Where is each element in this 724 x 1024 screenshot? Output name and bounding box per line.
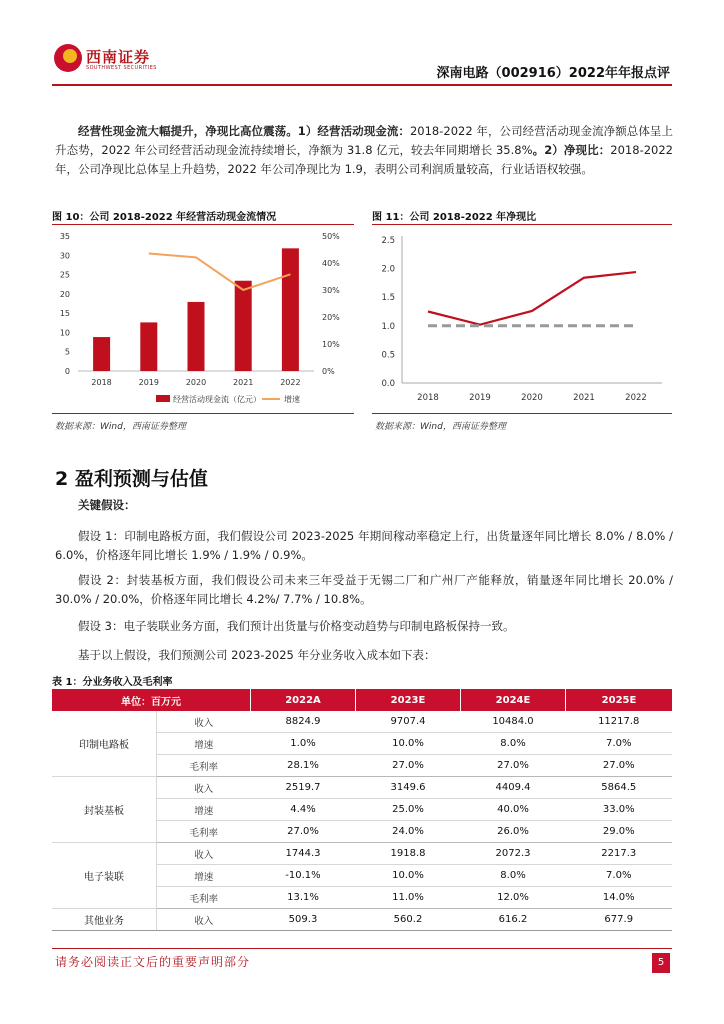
metric-label: 收入 [157,777,251,799]
table-cell: 4409.4 [461,777,566,799]
metric-label: 收入 [157,711,251,733]
table-cell: 40.0% [461,799,566,821]
table-cell: 27.0% [356,755,461,777]
table-cell: 13.1% [251,887,356,909]
y-tick-label: 0.0 [381,379,395,389]
table-cell: 616.2 [461,909,566,931]
page-number: 5 [652,953,670,973]
x-tick-label: 2020 [521,393,543,403]
table-cell: 5864.5 [566,777,673,799]
table-header-row [52,689,672,711]
table-cell: 1918.8 [356,843,461,865]
table-cell: 10.0% [356,733,461,755]
table-cell: 10484.0 [461,711,566,733]
metric-label: 毛利率 [157,887,251,909]
footer-divider [52,948,672,949]
table-cell: 9707.4 [356,711,461,733]
fig11-source: 数据来源：Wind，西南证券整理 [375,422,506,432]
table-cell: 1.0% [251,733,356,755]
fig10-chart [52,226,354,412]
table-cell: 560.2 [356,909,461,931]
fig11-title: 图 11：公司 2018-2022 年净现比 [372,212,537,223]
y-left-tick-label: 20 [59,289,70,299]
table-cell: -10.1% [251,865,356,887]
metric-label: 毛利率 [157,821,251,843]
table-title: 表 1：分业务收入及毛利率 [52,677,173,688]
y-left-tick-label: 10 [59,328,70,338]
table-cell: 28.1% [251,755,356,777]
table-cell: 7.0% [566,865,673,887]
x-tick-label: 2018 [417,393,439,403]
table-cell: 26.0% [461,821,566,843]
assumption-summary: 基于以上假设，我们预测公司 2023-2025 年分业务收入成本如下表： [78,648,436,662]
y-right-tick-label: 10% [322,340,340,349]
y-tick-label: 2.5 [381,236,395,246]
footer-disclaimer: 请务必阅读正文后的重要声明部分 [55,955,251,969]
x-tick-label: 2021 [233,378,254,387]
table-row [52,711,672,733]
y-left-tick-label: 35 [59,232,70,241]
table-cell: 27.0% [566,755,673,777]
x-tick-label: 2022 [625,393,647,403]
x-tick-label: 2019 [469,393,491,403]
table-cell: 8.0% [461,733,566,755]
bar [235,281,252,371]
fig10-source: 数据来源：Wind，西南证券整理 [55,422,186,432]
assumption-1: 假设 1：印制电路板方面，我们假设公司 2023-2025 年期间稼动率稳定上行，出货量逐年同比增长 8.0% / 8.0% / 6.0%，价格逐年同比增长 1.9% / 1.9% / 0.9%。 [55,529,673,562]
segment-label: 封装基板 [52,777,157,843]
growth-line [149,254,291,290]
report-title: 深南电路（002916）2022年年报点评 [436,66,670,81]
segment-label: 其他业务 [52,909,157,931]
table-row [52,843,672,865]
bar [93,337,110,371]
net-cash-ratio-line [428,272,636,325]
header-2025e: 2025E [566,689,673,711]
table-cell: 27.0% [251,821,356,843]
fig10-bottom-rule [52,413,354,414]
part1-label: 1）经营活动现金流： [297,124,410,138]
table-cell: 2519.7 [251,777,356,799]
table-row [52,909,672,931]
legend-label-growth: 增速 [284,395,300,404]
cashflow-paragraph [55,122,673,179]
y-left-tick-label: 30 [59,251,70,261]
y-left-tick-label: 25 [59,270,70,280]
y-tick-label: 2.0 [381,264,395,275]
header-unit: 单位：百万元 [52,689,251,711]
table-cell: 25.0% [356,799,461,821]
section-title: 2 盈利预测与估值 [55,468,208,490]
table-cell: 1744.3 [251,843,356,865]
x-tick-label: 2018 [91,378,112,387]
y-right-tick-label: 30% [322,286,340,295]
y-right-tick-label: 50% [322,232,340,241]
part2-label: 。2）净现比： [532,143,611,157]
fig10-top-rule [52,224,354,225]
table-cell: 24.0% [356,821,461,843]
table-cell: 2217.3 [566,843,673,865]
table-cell: 33.0% [566,799,673,821]
bar [140,322,157,371]
table-cell: 3149.6 [356,777,461,799]
table-cell: 2072.3 [461,843,566,865]
segment-label: 电子装联 [52,843,157,909]
metric-label: 毛利率 [157,755,251,777]
header-2023e: 2023E [356,689,461,711]
header-divider [52,84,672,86]
x-tick-label: 2022 [280,378,301,387]
y-left-tick-label: 15 [59,309,70,319]
forecast-table [52,689,672,931]
part2-text: 2018-2022 年，公司净现比总体呈上升趋势，2022 年公司净现比为 1.9，表明公司利润质量较高，行业话语权较强。 [55,143,673,176]
x-tick-label: 2021 [573,393,595,403]
fig10-title: 图 10：公司 2018-2022 年经营活动现金流情况 [52,212,277,223]
table-row [52,777,672,799]
table-cell: 8.0% [461,865,566,887]
header-2024e: 2024E [461,689,566,711]
metric-label: 收入 [157,909,251,931]
y-tick-label: 0.5 [381,350,395,361]
metric-label: 增速 [157,865,251,887]
table-cell: 10.0% [356,865,461,887]
table-cell: 29.0% [566,821,673,843]
fig11-chart [372,226,672,412]
y-tick-label: 1.5 [381,293,395,304]
metric-label: 收入 [157,843,251,865]
part1-text: 2018-2022 年，公司经营活动现金流净额总体呈上升态势，2022 年公司经营活动现金流持续增长，净额为 31.8 亿元，较去年同期增长 35.8% [55,124,673,157]
y-tick-label: 1.0 [381,321,395,332]
logo-sun-icon [63,49,77,63]
y-left-tick-label: 0 [64,367,70,376]
assumption-2: 假设 2：封装基板方面，我们假设公司未来三年受益于无锡二厂和广州厂产能释放，销量逐年同比增长 20.0% / 30.0% / 20.0%，价格逐年同比增长 4.2%/ 7.7% / 10.8%。 [55,573,673,606]
fig11-top-rule [372,224,672,225]
assumption-3: 假设 3：电子装联业务方面，我们预计出货量与价格变动趋势与印制电路板保持一致。 [78,619,515,633]
table-cell: 509.3 [251,909,356,931]
metric-label: 增速 [157,733,251,755]
x-tick-label: 2019 [138,378,159,387]
header-2022a: 2022A [251,689,356,711]
y-right-tick-label: 20% [322,313,340,322]
y-left-tick-label: 5 [64,347,70,357]
table-cell: 11217.8 [566,711,673,733]
metric-label: 增速 [157,799,251,821]
table-cell: 14.0% [566,887,673,909]
table-cell: 11.0% [356,887,461,909]
table-cell: 27.0% [461,755,566,777]
bar [282,248,299,371]
table-cell: 4.4% [251,799,356,821]
y-right-tick-label: 40% [322,259,340,268]
segment-label: 印制电路板 [52,711,157,777]
legend-swatch-cashflow [156,395,170,402]
key-assumptions-label: 关键假设： [78,498,136,512]
logo-mark-icon [54,44,82,72]
table-cell: 8824.9 [251,711,356,733]
table-cell: 677.9 [566,909,673,931]
logo-text: 西南证券 [86,48,151,66]
logo-subtext: SOUTHWEST SECURITIES [86,65,157,71]
legend-label-cashflow: 经营活动现金流（亿元） [173,395,261,404]
paragraph-lead: 经营性现金流大幅提升，净现比高位震荡。 [78,124,298,138]
x-tick-label: 2020 [185,378,207,387]
table-cell: 7.0% [566,733,673,755]
fig11-bottom-rule [372,413,672,414]
table-cell: 12.0% [461,887,566,909]
bar [188,302,205,371]
y-right-tick-label: 0% [322,367,335,376]
